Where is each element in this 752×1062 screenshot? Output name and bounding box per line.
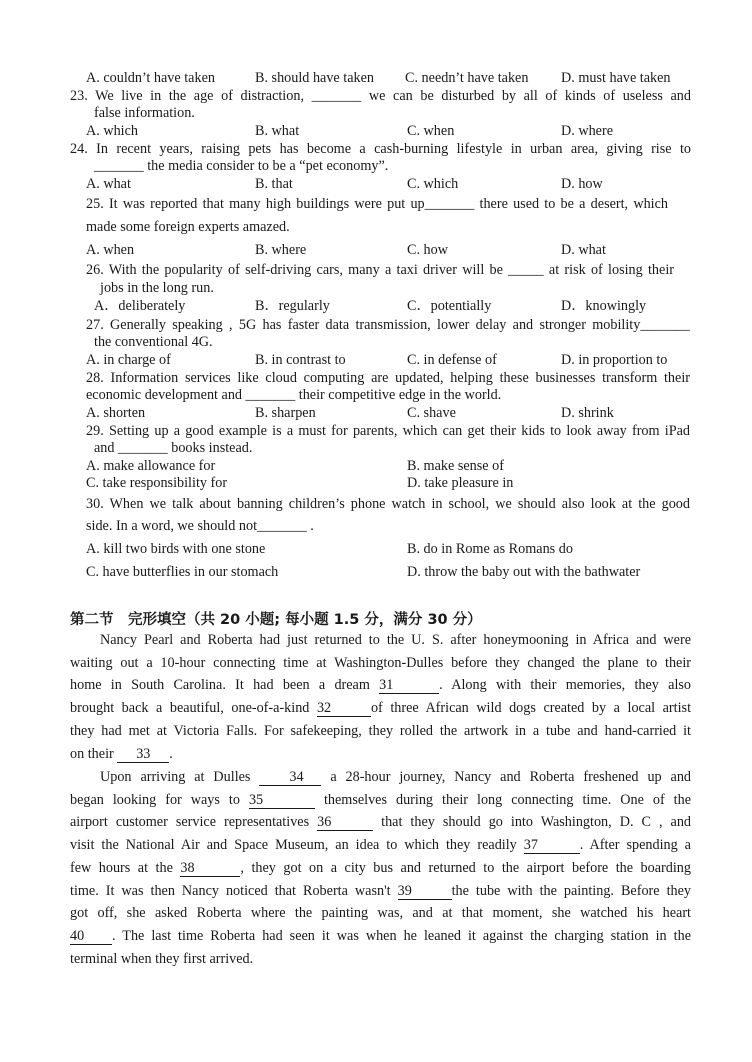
q26-option-c: C．potentially (407, 298, 492, 314)
q23-option-a: A. which (86, 123, 139, 139)
p2-line-7: got off, she asked Roberta where the painting was, and at that moment, she watched his heart (70, 905, 691, 922)
p1-line-4 (70, 697, 691, 720)
q23-option-b: B. what (255, 123, 300, 139)
q25-option-d: D. what (561, 242, 606, 258)
q25-stem-line1: 25. It was reported that many high buildings were put up_______ there used to be a desert, which (86, 196, 668, 212)
q22-option-c: C. needn’t have taken (405, 70, 529, 86)
p2-text: a 28-hour journey, Nancy and Roberta freshened up and (330, 769, 692, 785)
q30-option-a: A. kill two birds with one stone (86, 541, 266, 557)
q24-option-b: B. that (255, 176, 293, 192)
q24-stem-line2: _______ the media consider to be a “pet economy”. (94, 158, 389, 174)
q29-stem-line2: and _______ books instead. (94, 440, 253, 456)
q30-option-b: B. do in Rome as Romans do (407, 541, 573, 557)
q23-stem-line2: false information. (94, 105, 195, 121)
passage-paragraph-2 (70, 766, 691, 970)
p1-line-2: waiting out a 10-hour connecting time at Washington-Dulles before they changed the plane to their (70, 654, 691, 671)
q22-option-a: A. couldn’t have taken (86, 70, 215, 86)
p2-text: that they should go into Washington, D. C , and (381, 814, 692, 831)
q27-option-d: D. in proportion to (561, 352, 668, 368)
q29-option-a: A. make allowance for (86, 458, 216, 474)
q26-option-a: A．deliberately (94, 298, 186, 314)
blank-40: 40 (70, 929, 112, 945)
p2-text: . The last time Roberta had seen it was when he leaned it against the charging station in the (112, 927, 691, 944)
q24-option-c: C. which (407, 176, 459, 192)
blank-31: 31 (379, 678, 439, 694)
p2-line-9: terminal when they first arrived. (70, 950, 254, 967)
q23-stem-line1: 23. We live in the age of distraction, _______ we can be disturbed by all of kinds of useless and (70, 88, 691, 104)
p2-text: the tube with the painting. Before they (451, 882, 691, 899)
p1-text: home in South Carolina. It had been a dream (70, 677, 370, 694)
q25-option-a: A. when (86, 242, 135, 258)
q24-stem-line1: 24. In recent years, raising pets has become a cash-burning lifestyle in urban area, giving rise to (70, 141, 691, 157)
blank-32: 32 (317, 701, 371, 717)
q30-stem-line1: 30. When we talk about banning children’s phone watch in school, we should also look at the good (86, 496, 690, 512)
q29-option-c: C. take responsibility for (86, 475, 228, 491)
p2-text: time. It was then Nancy noticed that Roberta wasn't (70, 882, 391, 899)
q30-option-c: C. have butterflies in our stomach (86, 564, 279, 580)
q24-option-d: D. how (561, 176, 603, 192)
q27-option-b: B. in contrast to (255, 352, 346, 368)
p1-text: brought back a beautiful, one-of-a-kind (70, 700, 310, 717)
q28-stem-line1: 28. Information services like cloud computing are updated, helping these businesses transform their (86, 370, 690, 386)
q30-stem-line2: side. In a word, we should not_______ . (86, 518, 314, 534)
p2-text: Upon arriving at Dulles (100, 769, 251, 785)
q30-option-d: D. throw the baby out with the bathwater (407, 564, 641, 580)
q28-option-b: B. sharpen (255, 405, 316, 421)
p1-text: . (169, 745, 173, 762)
blank-36: 36 (317, 815, 373, 831)
q23-option-c: C. when (407, 123, 455, 139)
q23-option-d: D. where (561, 123, 613, 139)
q25-option-c: C. how (407, 242, 448, 258)
p2-line-6 (70, 880, 691, 903)
p2-text: began looking for ways to (70, 791, 240, 808)
p1-text: . Along with their memories, they also (439, 677, 692, 694)
passage-paragraph-1 (70, 629, 691, 765)
q27-option-c: C. in defense of (407, 352, 497, 368)
section-heading: 第二节 完形填空（共 20 小题; 每小题 1.5 分，满分 30 分） (70, 612, 482, 628)
q29-stem-line1: 29. Setting up a good example is a must for parents, which can get their kids to look away from iPad (86, 423, 690, 439)
blank-35: 35 (249, 793, 315, 809)
p2-text: visit the National Air and Space Museum, an idea to which they readily (70, 837, 517, 854)
p1-line-3 (70, 674, 691, 697)
p2-line-4 (70, 834, 691, 857)
q28-option-a: A. shorten (86, 405, 146, 421)
q27-stem-line1: 27. Generally speaking , 5G has faster data transmission, lower delay and stronger mobility_______ (86, 317, 690, 333)
p2-line-3 (70, 811, 691, 834)
p2-line-2 (70, 789, 691, 812)
p1-line-6 (70, 743, 691, 766)
p2-text: , they got on a city bus and returned to the airport before the boarding (240, 859, 691, 876)
p2-text: airport customer service representatives (70, 814, 310, 831)
q26-option-b: B．regularly (255, 298, 330, 314)
q28-option-c: C. shave (407, 405, 456, 421)
q27-option-a: A. in charge of (86, 352, 171, 368)
blank-37: 37 (524, 838, 580, 854)
blank-39: 39 (398, 884, 452, 900)
q26-stem-line2: jobs in the long run. (100, 280, 214, 296)
p2-text: themselves during their long connecting time. One of the (323, 791, 692, 808)
p2-text: few hours at the (70, 859, 173, 876)
blank-34: 34 (259, 770, 321, 786)
q28-option-d: D. shrink (561, 405, 614, 421)
p2-line-5 (70, 857, 691, 880)
p2-line-1 (70, 766, 691, 789)
q25-stem-line2: made some foreign experts amazed. (86, 219, 290, 235)
p2-line-8 (70, 925, 691, 948)
blank-33: 33 (117, 747, 169, 763)
blank-38: 38 (180, 861, 240, 877)
p1-line-5: they had met at Victoria Falls. For safekeeping, they rolled the artwork in a tube and hand-carried it (70, 722, 691, 739)
p1-text: of three African wild dogs created by a local artist (370, 700, 692, 717)
p1-line-1: Nancy Pearl and Roberta had just returned to the U. S. after honeymooning in Africa and were (100, 632, 691, 648)
q29-option-b: B. make sense of (407, 458, 504, 474)
q25-option-b: B. where (255, 242, 307, 258)
q26-stem-line1: 26. With the popularity of self-driving cars, many a taxi driver will be _____ at risk of losing their (86, 262, 674, 278)
q27-stem-line2: the conventional 4G. (94, 334, 213, 350)
q22-option-d: D. must have taken (561, 70, 671, 86)
p2-text: . After spending a (579, 837, 691, 854)
q28-stem-line2: economic development and _______ their competitive edge in the world. (86, 387, 502, 403)
q26-option-d: D．knowingly (561, 298, 647, 314)
q29-option-d: D. take pleasure in (407, 475, 514, 491)
q22-option-b: B. should have taken (255, 70, 374, 86)
q24-option-a: A. what (86, 176, 131, 192)
p1-text: on their (70, 745, 114, 762)
